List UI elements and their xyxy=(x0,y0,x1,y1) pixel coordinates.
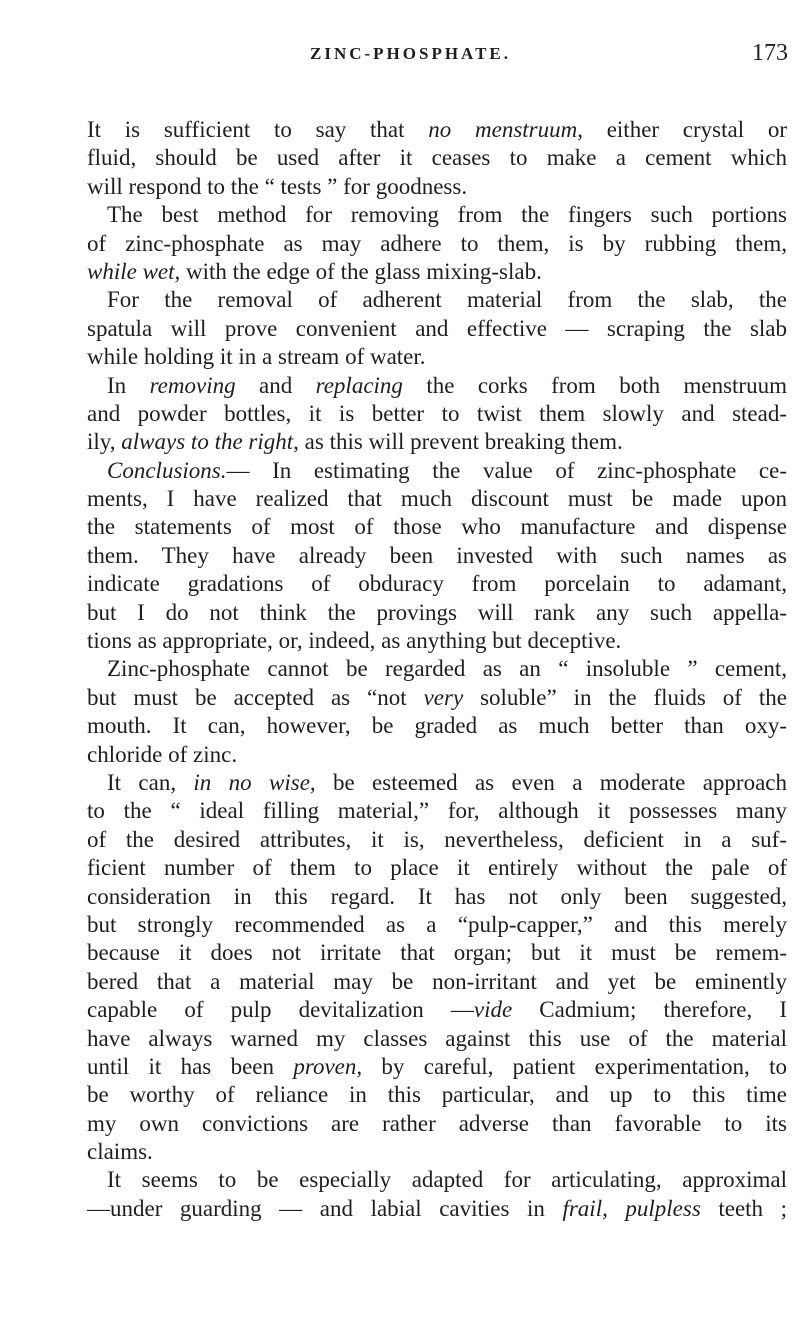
text-segment: In xyxy=(107,372,150,398)
text-segment: It can, xyxy=(107,769,194,795)
text-line xyxy=(87,684,787,712)
text-line xyxy=(87,883,787,911)
italic-text: Conclusions. xyxy=(107,457,227,483)
text-line xyxy=(87,939,787,967)
text-segment: but I do not think the provings will rank any such appella- xyxy=(87,599,787,625)
text-segment: the corks from both menstruum xyxy=(402,372,787,398)
text-segment: of zinc-phosphate as may adhere to them, is by rubbing them, xyxy=(87,230,787,256)
text-line xyxy=(87,542,787,570)
text-line xyxy=(87,343,787,371)
text-segment: For the removal of adherent material from the slab, the xyxy=(107,287,787,313)
italic-text: very xyxy=(423,684,464,710)
text-line xyxy=(87,712,787,740)
text-line xyxy=(87,315,787,343)
text-segment: and powder bottles, it is better to twist them slowly and stead- xyxy=(87,400,787,426)
italic-text: always to the right, xyxy=(121,429,299,455)
italic-text: while wet, xyxy=(87,258,181,284)
text-segment: while holding it in a stream of water. xyxy=(87,344,426,370)
text-segment: and xyxy=(235,372,316,398)
text-segment: by careful, patient experimentation, to xyxy=(362,1053,787,1079)
text-segment: fluid, should be used after it ceases to make a cement which xyxy=(87,145,787,171)
text-segment: chloride of zinc. xyxy=(87,741,238,767)
page-header xyxy=(0,40,800,70)
text-line xyxy=(87,258,787,286)
text-segment: either crystal or xyxy=(582,117,787,142)
text-segment: It seems to be especially adapted for articulating, approximal xyxy=(107,1167,787,1193)
text-line xyxy=(87,286,787,314)
text-line xyxy=(87,144,787,172)
text-segment: The best method for removing from the fingers such portions xyxy=(107,202,787,228)
italic-text: vide xyxy=(473,997,513,1023)
text-line xyxy=(87,655,787,683)
text-line xyxy=(87,173,787,201)
text-segment: soluble” in the fluids of the xyxy=(463,684,787,710)
text-segment: mouth. It can, however, be graded as much better than oxy- xyxy=(87,713,787,739)
text-segment: It is sufficient to say that xyxy=(87,117,429,142)
text-segment: — In estimating the value of zinc-phosphate ce- xyxy=(226,457,787,483)
text-segment: have always warned my classes against this use of the material xyxy=(87,1025,787,1051)
text-segment: my own convictions are rather adverse than favorable to its xyxy=(87,1110,787,1136)
text-segment: of the desired attributes, it is, nevertheless, deficient in a suf- xyxy=(87,826,787,852)
text-segment: capable of pulp devitalization — xyxy=(87,997,474,1023)
italic-text: replacing xyxy=(315,372,403,398)
text-segment: Cadmium; therefore, I xyxy=(512,997,787,1023)
text-line xyxy=(87,570,787,598)
text-segment: Zinc-phosphate cannot be regarded as an “ insoluble ” cement, xyxy=(107,656,787,682)
text-segment: be esteemed as even a moderate approach xyxy=(315,769,788,795)
text-line xyxy=(87,1081,787,1109)
text-line xyxy=(87,826,787,854)
running-title: ZINC-PHOSPHATE. xyxy=(310,44,512,63)
text-segment: bered that a material may be non-irritant and yet be eminently xyxy=(87,968,787,994)
text-line xyxy=(87,428,787,456)
text-line xyxy=(87,599,787,627)
text-segment: consideration in this regard. It has not only been suggested, xyxy=(87,883,787,909)
text-line xyxy=(87,1138,787,1166)
italic-text: in no wise, xyxy=(193,769,316,795)
text-line xyxy=(87,513,787,541)
text-line xyxy=(87,769,787,797)
text-line xyxy=(87,996,787,1024)
page-number: 173 xyxy=(752,40,788,66)
text-segment: the statements of most of those who manufacture and dispense xyxy=(87,514,787,540)
text-segment: until it has been xyxy=(87,1053,294,1079)
text-segment: indicate gradations of obduracy from porcelain to adamant, xyxy=(87,571,787,597)
text-line xyxy=(87,201,787,229)
italic-text: frail, pulpless xyxy=(562,1195,701,1221)
text-line xyxy=(87,400,787,428)
text-segment: to the “ ideal filling material,” for, although it possesses many xyxy=(87,798,787,824)
text-segment: because it does not irritate that organ; but it must be remem- xyxy=(87,940,787,966)
text-line xyxy=(87,968,787,996)
text-segment: will respond to the “ tests ” for goodness. xyxy=(87,173,468,199)
text-segment: tions as appropriate, or, indeed, as anything but deceptive. xyxy=(87,628,622,654)
text-line xyxy=(87,485,787,513)
italic-text: no menstruum, xyxy=(428,117,583,142)
text-segment: ficient number of them to place it entirely without the pale of xyxy=(87,855,787,881)
text-segment: them. They have already been invested with such names as xyxy=(87,542,787,568)
text-line xyxy=(87,116,787,144)
text-line xyxy=(87,797,787,825)
italic-text: removing xyxy=(149,372,236,398)
text-segment: ily, xyxy=(87,429,122,455)
text-segment: —under guarding — and labial cavities in xyxy=(87,1195,563,1221)
text-segment: be worthy of reliance in this particular, and up to this time xyxy=(87,1082,787,1108)
text-segment: as this will prevent breaking them. xyxy=(298,429,623,455)
text-segment: claims. xyxy=(87,1139,153,1165)
text-segment: teeth ; xyxy=(700,1195,787,1221)
text-segment: but must be accepted as “not xyxy=(87,684,424,710)
text-segment: ments, I have realized that much discount must be made upon xyxy=(87,486,787,512)
text-line xyxy=(87,372,787,400)
body-text xyxy=(87,116,787,1223)
text-line xyxy=(87,854,787,882)
text-line xyxy=(87,741,787,769)
text-line xyxy=(87,1025,787,1053)
text-line xyxy=(87,1166,787,1194)
text-line xyxy=(87,627,787,655)
italic-text: proven, xyxy=(293,1053,363,1079)
text-line xyxy=(87,911,787,939)
text-line xyxy=(87,230,787,258)
text-line xyxy=(87,1053,787,1081)
text-segment: with the edge of the glass mixing-slab. xyxy=(180,258,542,284)
text-segment: but strongly recommended as a “pulp-capper,” and this merely xyxy=(87,911,787,937)
text-line xyxy=(87,1110,787,1138)
text-line xyxy=(87,1195,787,1223)
text-line xyxy=(87,457,787,485)
text-segment: spatula will prove convenient and effective — scraping the slab xyxy=(87,315,787,341)
